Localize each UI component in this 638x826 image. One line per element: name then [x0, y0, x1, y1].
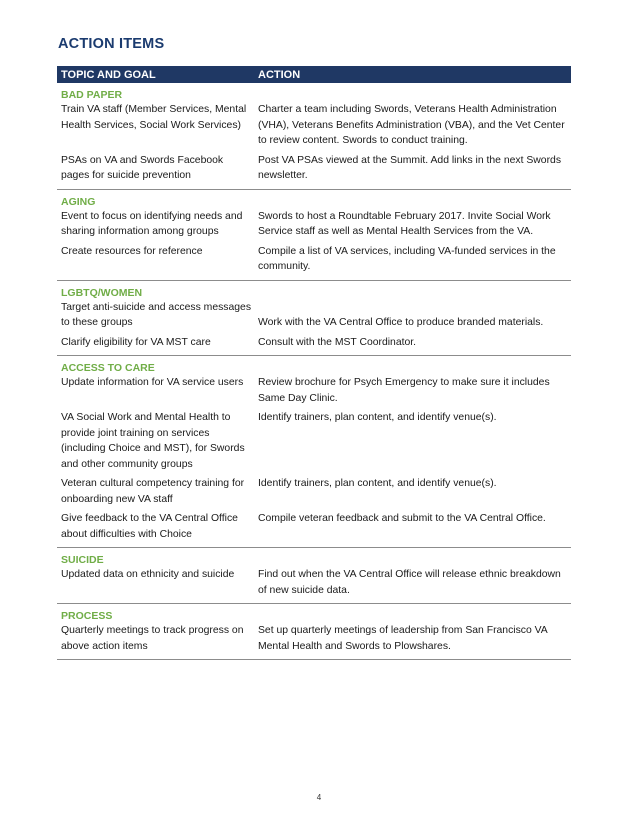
section-title: SUICIDE [61, 554, 104, 566]
table-row [57, 244, 571, 275]
section-bad-paper [57, 83, 571, 190]
topic-cell: Update information for VA service users [61, 377, 244, 388]
topic-cell: Quarterly meetings to track progress on above action items [61, 625, 244, 652]
section-aging [57, 190, 571, 281]
section-title: LGBTQ/WOMEN [61, 286, 143, 299]
action-cell: Set up quarterly meetings of leadership from San Francisco VA Mental Health and Swords to Plowshares. [258, 625, 548, 652]
action-cell: Compile a list of VA services, including VA-funded services in the community. [258, 245, 556, 272]
action-cell: Identify trainers, plan content, and identify venue(s). [258, 478, 497, 489]
table-row [57, 567, 571, 598]
action-cell: Consult with the MST Coordinator. [258, 336, 417, 348]
action-cell: Find out when the VA Central Office will release ethnic breakdown of new suicide data. [258, 569, 561, 596]
table-row [57, 153, 571, 184]
table-row [57, 102, 571, 149]
table-row [57, 335, 571, 351]
page-title: ACTION ITEMS [58, 36, 165, 52]
topic-cell: Updated data on ethnicity and suicide [61, 569, 235, 580]
action-cell: Identify trainers, plan content, and identify venue(s). [258, 412, 497, 423]
table-header [57, 66, 571, 83]
table-row [57, 476, 571, 507]
action-cell: Review brochure for Psych Emergency to make sure it includes Same Day Clinic. [258, 377, 550, 404]
table-row [57, 300, 571, 331]
topic-cell: Create resources for reference [61, 245, 203, 257]
section-title: ACCESS TO CARE [61, 362, 155, 374]
table-row [57, 375, 571, 406]
topic-cell: Give feedback to the VA Central Office about difficulties with Choice [61, 513, 238, 540]
action-cell: Swords to host a Roundtable February 2017. Invite Social Work Service staff as well as Mental Health Services from the VA. [258, 210, 551, 237]
topic-cell: PSAs on VA and Swords Facebook pages for suicide prevention [61, 154, 224, 181]
section-title: AGING [61, 195, 96, 208]
table-row [57, 209, 571, 240]
table-row [57, 511, 571, 542]
topic-cell: VA Social Work and Mental Health to provide joint training on services (including Choice and MST), for Swords and other community groups [61, 412, 245, 470]
section-process [57, 604, 571, 660]
action-items-table [57, 66, 571, 660]
topic-cell: Event to focus on identifying needs and sharing information among groups [61, 210, 243, 237]
table-row [57, 410, 571, 472]
table-row [57, 623, 571, 654]
section-access-to-care [57, 356, 571, 548]
action-cell: Charter a team including Swords, Veterans Health Administration (VHA), Veterans Benefits Administration (VBA), and the Vet Center to review content. Swords to conduct training. [258, 104, 565, 146]
page-number: 4 [316, 793, 322, 802]
section-lgbtq-women [57, 281, 571, 357]
section-title: PROCESS [61, 610, 113, 622]
topic-cell: Clarify eligibility for VA MST care [61, 336, 211, 348]
topic-cell: Veteran cultural competency training for onboarding new VA staff [61, 478, 245, 505]
action-cell: Work with the VA Central Office to produce branded materials. [258, 317, 544, 328]
topic-cell: Target anti-suicide and access messages to these groups [61, 301, 252, 328]
column-header-topic: TOPIC AND GOAL [61, 68, 156, 81]
topic-cell: Train VA staff (Member Services, Mental Health Services, Social Work Services) [61, 104, 247, 131]
action-cell: Compile veteran feedback and submit to the VA Central Office. [258, 513, 546, 524]
section-suicide [57, 548, 571, 604]
column-header-action: ACTION [258, 68, 301, 81]
section-title: BAD PAPER [61, 89, 123, 101]
action-cell: Post VA PSAs viewed at the Summit. Add links in the next Swords newsletter. [258, 154, 562, 181]
